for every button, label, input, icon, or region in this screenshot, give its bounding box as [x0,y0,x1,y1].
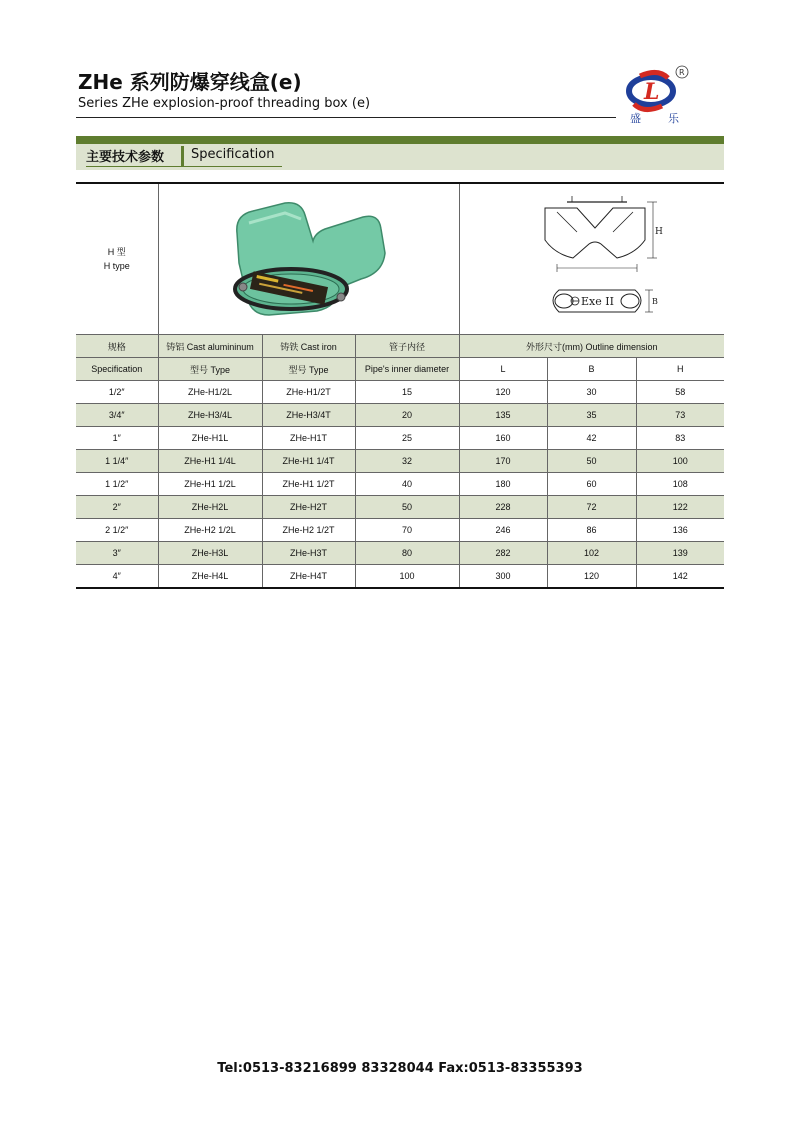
page-title: ZHe 系列防爆穿线盒(e) [78,70,302,94]
dim-label-b: B [651,297,658,306]
table-cell: 282 [459,542,547,565]
type-cell [76,183,158,335]
table-cell: 102 [547,542,636,565]
table-cell: 139 [636,542,724,565]
page-subtitle: Series ZHe explosion-proof threading box (e) [78,96,371,111]
table-cell: 42 [547,427,636,450]
table-cell: ZHe-H1/2T [262,381,355,404]
table-cell: ZHe-H1/2L [158,381,262,404]
table-cell: 32 [355,450,459,473]
table-cell: 246 [459,519,547,542]
table-cell: 83 [636,427,724,450]
table-cell: 60 [547,473,636,496]
table-cell: 1″ [76,427,158,450]
table-cell: ZHe-H1 1/4T [262,450,355,473]
table-cell: ZHe-H1T [262,427,355,450]
table-row [76,542,724,565]
table-cell: ZHe-H1L [158,427,262,450]
registered-mark: R [679,68,685,77]
logo-char-1: 盛 [630,112,641,125]
table-cell: 1/2″ [76,381,158,404]
svg-text:L: L [644,79,660,105]
dimension-drawing-cell [459,183,724,335]
table-cell: ZHe-H1 1/2L [158,473,262,496]
title-divider [76,117,616,118]
section-underline [86,166,282,167]
company-logo [618,64,698,126]
header-cell: B [547,358,636,381]
header-cell: L [459,358,547,381]
header-cell: Pipe's inner diameter [355,358,459,381]
table-cell: ZHe-H4L [158,565,262,589]
header-cell: Specification [76,358,158,381]
table-cell: 100 [355,565,459,589]
table-cell: 15 [355,381,459,404]
table-cell: ZHe-H2 1/2T [262,519,355,542]
table-cell: ZHe-H4T [262,565,355,589]
product-photo-cell [158,183,459,335]
table-cell: 70 [355,519,459,542]
table-cell: 100 [636,450,724,473]
table-cell: 58 [636,381,724,404]
table-cell: 228 [459,496,547,519]
table-cell: ZHe-H3T [262,542,355,565]
section-separator [181,146,184,166]
table-cell: ZHe-H1 1/4L [158,450,262,473]
table-row [76,496,724,519]
table-cell: 20 [355,404,459,427]
table-cell: 73 [636,404,724,427]
table-cell: ZHe-H2L [158,496,262,519]
table-cell: ZHe-H2T [262,496,355,519]
footer-contact: Tel:0513-83216899 83328044 Fax:0513-83355393 [217,1061,583,1076]
dimension-drawing [517,188,667,328]
header-cell: 外形尺寸(mm) Outline dimension [459,335,724,358]
dim-label-h: H [654,227,663,237]
table-cell: 2 1/2″ [76,519,158,542]
table-row [76,427,724,450]
table-cell: 1 1/2″ [76,473,158,496]
table-cell: 25 [355,427,459,450]
table-cell: 72 [547,496,636,519]
header-cell: 型号 Type [262,358,355,381]
table-cell: ZHe-H3L [158,542,262,565]
header-row-1 [76,335,724,358]
table-cell: 108 [636,473,724,496]
table-cell: 135 [459,404,547,427]
table-cell: 35 [547,404,636,427]
table-row [76,473,724,496]
type-label-cn: H 型 [107,247,126,257]
header-cell: 铸铁 Cast iron [262,335,355,358]
header-cell: 管子内径 [355,335,459,358]
table-cell: 30 [547,381,636,404]
table-row [76,519,724,542]
table-cell: ZHe-H1 1/2T [262,473,355,496]
table-cell: 86 [547,519,636,542]
table-cell: 40 [355,473,459,496]
product-photo [229,193,389,323]
table-cell: 136 [636,519,724,542]
nameplate-text: Exe II [580,295,614,308]
logo-char-2: 乐 [668,112,679,125]
table-row [76,565,724,589]
table-cell: ZHe-H3/4L [158,404,262,427]
table-cell: 300 [459,565,547,589]
table-cell: ZHe-H3/4T [262,404,355,427]
table-cell: 50 [355,496,459,519]
table-cell: 80 [355,542,459,565]
table-cell: 120 [547,565,636,589]
section-label-cn: 主要技术参数 [86,150,165,165]
table-cell: 180 [459,473,547,496]
table-cell: 120 [459,381,547,404]
table-cell: 1 1/4″ [76,450,158,473]
table-cell: 3″ [76,542,158,565]
table-row [76,404,724,427]
header-cell: 规格 [76,335,158,358]
header-cell: 型号 Type [158,358,262,381]
table-cell: 160 [459,427,547,450]
table-cell: 4″ [76,565,158,589]
table-cell: 50 [547,450,636,473]
type-label-en: H type [103,261,130,271]
header-row-2 [76,358,724,381]
spec-table [76,182,724,589]
table-cell: ZHe-H2 1/2L [158,519,262,542]
table-cell: 122 [636,496,724,519]
table-cell: 142 [636,565,724,589]
table-row [76,381,724,404]
header-cell: H [636,358,724,381]
table-cell: 2″ [76,496,158,519]
header-cell: 铸铝 Cast alumininum [158,335,262,358]
table-cell: 170 [459,450,547,473]
table-cell: 3/4″ [76,404,158,427]
table-row [76,450,724,473]
section-label-en: Specification [191,147,275,162]
section-band-dark [76,136,724,144]
